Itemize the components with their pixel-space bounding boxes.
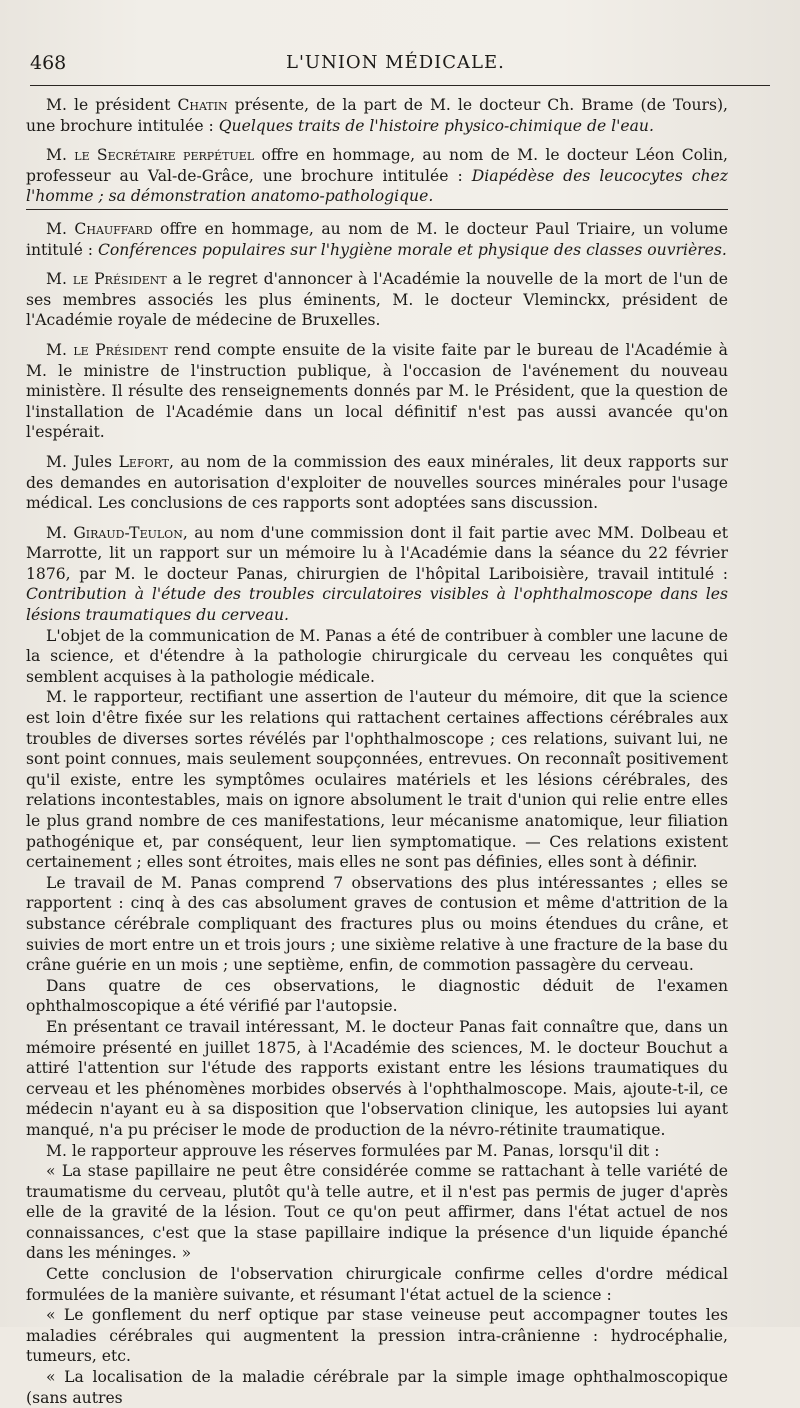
book-title: Diapédèse des leucocytes chez l'homme ; sa démonstration anatomo-pathologique. [26, 166, 728, 206]
speaker-name: le Président [72, 270, 167, 289]
paragraph-chatin: M. le président Chatin présente, de la part de M. le docteur Ch. Brame (de Tours), une brochure intitulée : Quelques traits de l'histoire physico-chimique de l'eau. [26, 96, 728, 135]
page-number: 468 [30, 52, 67, 74]
paragraph-president-deces: M. le Président a le regret d'annoncer à l'Académie la nouvelle de la mort de l'un de ses membres associés les plus éminents, M. le docteur Vleminckx, président de l'Académie royale de médecine de Bruxelles. [26, 270, 728, 330]
paragraph-secretaire: M. le Secrétaire perpétuel offre en hommage, au nom de M. le docteur Léon Colin, professeur au Val-de-Grâce, une brochure intitulée : Diapédèse des leucocytes chez l'homme ; sa démonstration anatomo-pathologique. [26, 146, 728, 206]
book-title: Quelques traits de l'histoire physico-chimique de l'eau. [218, 116, 654, 135]
paragraph-lefort: M. Jules Lefort, au nom de la commission des eaux minérales, lit deux rapports sur des demandes en autorisation d'exploiter de nouvelles sources minérales pour l'usage médical. Les conclusions de ces rapports sont adoptées sans discussion. [26, 452, 728, 513]
paragraph-giraud-teulon: M. Giraud-Teulon, au nom d'une commission dont il fait partie avec MM. Dolbeau et Marrotte, lit un rapport sur un mémoire lu à l'Académie dans la séance du 22 février 1876, par M. le docteur Panas, chirurgien de l'hôpital Lariboisière, travail intitulé : Contribution à l'étude des troubles circulatoires visibles à l'ophthalmoscope dans les lésions traumatiques du cerveau. [26, 523, 728, 625]
quote-stase-papillaire: « La stase papillaire ne peut être considérée comme se rattachant à telle variété de traumatisme du cerveau, plutôt qu'à telle autre, et il n'est pas permis de juger d'après elle de la gravité de la lésion. Tout ce qu'on peut affirmer, dans l'état actuel de nos connaissances, c'est que la stase papillaire indique la présence d'un liquide épanché dans les méninges. » [26, 1162, 728, 1263]
quote-localisation: « La localisation de la maladie cérébrale par la simple image ophthalmoscopique (sans autres [26, 1368, 728, 1407]
header-rule [30, 85, 770, 86]
memoir-title: Contribution à l'étude des troubles circulatoires visibles à l'ophthalmoscope dans les lésions traumatiques du cerveau. [26, 585, 728, 625]
running-head [30, 52, 770, 82]
book-title: Conférences populaires sur l'hygiène morale et physique des classes ouvrières. [97, 240, 727, 259]
separator-rule [26, 209, 728, 210]
paragraph-chauffard: M. Chauffard offre en hommage, au nom de M. le docteur Paul Triaire, un volume intitulé : Conférences populaires sur l'hygiène morale et physique des classes ouvrières. [26, 219, 728, 259]
paragraph-president-visite: M. le Président rend compte ensuite de la visite faite par le bureau de l'Académie à M. le ministre de l'instruction publique, à l'occasion de l'avénement du nouveau ministère. Il résulte des renseignements donnés par M. le Président, que la question de l'installation de l'Académie dans un local définitif n'est pas aussi avancée qu'on l'espérait. [26, 340, 728, 442]
paragraph-reserves: M. le rapporteur approuve les réserves formulées par M. Panas, lorsqu'il dit : [46, 1141, 660, 1160]
paragraph-conclusion: Cette conclusion de l'observation chirurgicale confirme celles d'ordre médical formulées de la manière suivante, et résumant l'état actuel de la science : [26, 1265, 728, 1304]
body-text [26, 95, 728, 1408]
speaker-name: le Secrétaire perpétuel [74, 146, 255, 165]
speaker-name: Chatin [177, 96, 228, 114]
speaker-name: Giraud-Teulon [73, 523, 183, 542]
paragraph-travail: Le travail de M. Panas comprend 7 observations des plus intéressantes ; elles se rapportent : cinq à des cas absolument graves de contusion et même d'attrition de la substance cérébrale compliquant des fractures plus ou moins étendues du crâne, et suivies de mort entre un et trois jours ; une sixième relative à une fracture de la base du crâne guérie en un mois ; une septième, enfin, de commotion passagère du cerveau. [26, 873, 728, 975]
paragraph-bouchut: En présentant ce travail intéressant, M. le docteur Panas fait connaître que, dans un mémoire présenté en juillet 1875, à l'Académie des sciences, M. le docteur Bouchut a attiré l'attention sur l'étude des rapports existant entre les lésions traumatiques du cerveau et les phénomènes morbides observés à l'ophthalmoscope. Mais, ajoute-t-il, ce médecin n'ayant eu à sa disposition que l'observation clinique, les autopsies lui ayant manqué, n'a pu préciser le mode de production de la névro-rétinite traumatique. [26, 1017, 728, 1139]
paragraph-rapporteur: M. le rapporteur, rectifiant une assertion de l'auteur du mémoire, dit que la science est loin d'être fixée sur les relations qui rattachent certaines affections cérébrales aux troubles de diverses sortes révélés par l'ophthalmoscope ; ces relations, suivant lui, ne sont point connues, mais seulement soupçonnées, entrevues. On reconnaît positivement qu'il existe, entre les symptômes oculaires matériels et les lésions cérébrales, des relations incontestables, mais on ignore absolument le trait d'union qui relie entre elles le plus grand nombre de ces manifestations, leur mécanisme anatomique, leur filiation pathogénique et, par conséquent, leur lien symptomatique. — Ces relations existent certainement ; elles sont étroites, mais elles ne sont pas définies, elles sont à définir. [26, 688, 728, 872]
journal-title: L'UNION MÉDICALE. [286, 52, 505, 73]
speaker-name: le Président [73, 340, 168, 359]
quote-gonflement: « Le gonflement du nerf optique par stase veineuse peut accompagner toutes les maladies cérébrales qui augmentent la pression intra-crânienne : hydrocéphalie, tumeurs, etc. [26, 1306, 728, 1366]
speaker-name: Chauffard [74, 219, 153, 238]
paragraph-autopsie: Dans quatre de ces observations, le diagnostic déduit de l'examen ophthalmoscopique a été vérifié par l'autopsie. [26, 976, 728, 1016]
paragraph-objet: L'objet de la communication de M. Panas a été de contribuer à combler une lacune de la science, et d'étendre à la pathologie chirurgicale du cerveau les conquêtes qui semblent acquises à la pathologie médicale. [26, 626, 728, 686]
speaker-name: Lefort [118, 452, 170, 471]
